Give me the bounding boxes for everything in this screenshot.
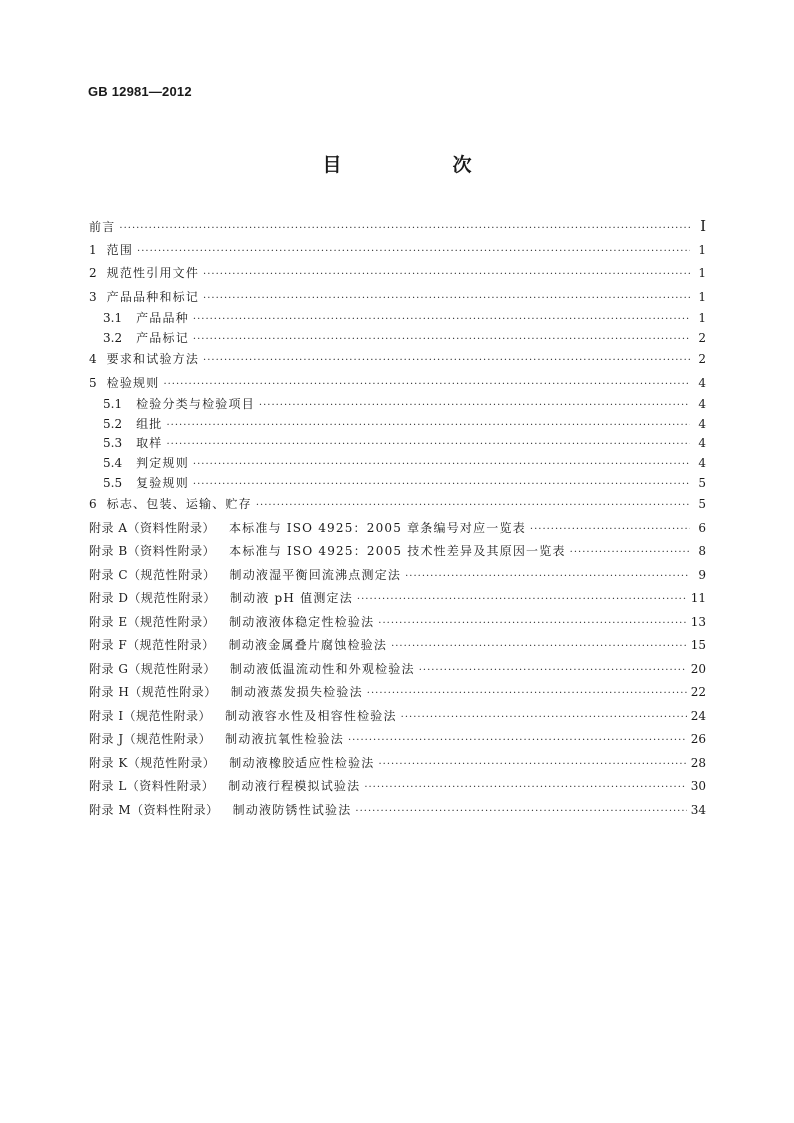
toc-page-number[interactable]: 34 — [690, 802, 706, 817]
toc-page-number[interactable]: 5 — [698, 475, 706, 490]
toc-entry-label[interactable]: 制动液低温流动性和外观检验法 — [229, 661, 415, 676]
toc-appendix-number: 附录 H（规范性附录） — [89, 685, 217, 700]
toc-entry-label[interactable]: 判定规则 — [136, 455, 189, 470]
toc-entry[interactable] — [89, 348, 706, 372]
toc-entry-number: 5.4 — [103, 455, 123, 470]
toc-page-number[interactable]: 9 — [698, 567, 706, 582]
toc-entry[interactable] — [89, 474, 706, 494]
toc-entry[interactable] — [89, 395, 706, 415]
toc-page-number[interactable]: 1 — [698, 289, 706, 304]
toc-entry-label[interactable]: 要求和试验方法 — [106, 352, 200, 367]
toc-appendix-number: 附录 D（规范性附录） — [89, 591, 216, 606]
toc-page-number[interactable]: 2 — [698, 330, 706, 345]
toc-entry[interactable] — [89, 372, 706, 396]
toc-leader-dots — [367, 682, 687, 706]
toc-entry[interactable] — [89, 540, 706, 564]
toc-entry[interactable] — [89, 705, 706, 729]
toc-entry-number: 5.1 — [103, 397, 123, 412]
toc-entry[interactable] — [89, 681, 706, 705]
toc-entry-label[interactable]: 产品品种和标记 — [106, 289, 200, 304]
toc-page-number[interactable]: 15 — [690, 638, 706, 653]
toc-entry-number: 3 — [89, 289, 97, 304]
toc-page-number[interactable]: 4 — [698, 455, 706, 470]
table-of-contents — [89, 215, 706, 822]
toc-page-number[interactable]: I — [700, 217, 706, 235]
toc-leader-dots — [167, 435, 691, 455]
toc-entry-number: 3.2 — [103, 330, 123, 345]
toc-leader-dots — [378, 612, 686, 636]
toc-page-number[interactable]: 11 — [690, 591, 706, 606]
toc-appendix-number: 附录 K（规范性附录） — [89, 755, 216, 770]
toc-entry-number: 3.1 — [103, 311, 123, 325]
toc-appendix-number: 附录 G（规范性附录） — [89, 661, 216, 676]
toc-page-number[interactable]: 28 — [690, 755, 706, 770]
toc-leader-dots — [391, 635, 687, 659]
toc-page-number[interactable]: 6 — [698, 520, 706, 535]
toc-entry-label[interactable]: 制动液金属叠片腐蚀检验法 — [228, 638, 388, 653]
toc-leader-dots — [378, 753, 686, 777]
toc-entry-label[interactable]: 制动液防锈性试验法 — [232, 802, 352, 817]
toc-entry[interactable] — [89, 587, 706, 611]
toc-appendix-number: 附录 F（规范性附录） — [89, 638, 215, 653]
toc-appendix-number: 附录 E（规范性附录） — [89, 614, 216, 629]
toc-page-number[interactable]: 26 — [690, 732, 706, 747]
toc-leader-dots — [401, 706, 687, 730]
toc-entry-label[interactable]: 制动液抗氧性检验法 — [225, 732, 344, 747]
toc-page-number[interactable]: 22 — [690, 685, 706, 700]
toc-entry[interactable] — [89, 634, 706, 658]
toc-leader-dots — [193, 330, 690, 350]
toc-entry[interactable] — [89, 517, 706, 541]
toc-appendix-number: 附录 C（规范性附录） — [89, 567, 216, 582]
toc-leader-dots — [364, 776, 686, 800]
toc-page-number[interactable]: 1 — [698, 266, 706, 280]
toc-leader-dots — [193, 455, 690, 475]
document-code: GB 12981—2012 — [88, 84, 192, 99]
toc-entry-label[interactable]: 制动液橡胶适应性检验法 — [229, 755, 375, 770]
toc-page-number[interactable]: 1 — [698, 242, 706, 257]
toc-entry-label[interactable]: 产品品种 — [136, 311, 189, 325]
toc-entry-label[interactable]: 制动液液体稳定性检验法 — [229, 614, 375, 629]
toc-entry-number: 6 — [89, 497, 97, 512]
toc-leader-dots — [137, 240, 690, 264]
toc-entry-label[interactable]: 制动液蒸发损失检验法 — [230, 685, 363, 700]
toc-entry-label[interactable]: 范围 — [106, 242, 134, 257]
toc-entry[interactable] — [89, 799, 706, 823]
toc-entry[interactable] — [89, 286, 706, 310]
toc-entry[interactable] — [89, 329, 706, 349]
toc-entry-label[interactable]: 制动液湿平衡回流沸点测定法 — [229, 567, 402, 582]
toc-leader-dots — [163, 373, 690, 397]
toc-page-number[interactable]: 4 — [698, 397, 706, 412]
toc-entry[interactable] — [89, 239, 706, 263]
toc-entry[interactable] — [89, 752, 706, 776]
toc-leader-dots — [203, 287, 690, 311]
toc-entry-label[interactable]: 标志、包装、运输、贮存 — [106, 497, 252, 512]
toc-entry-label[interactable]: 复验规则 — [136, 475, 189, 490]
toc-leader-dots — [259, 396, 690, 416]
toc-entry-number: 5.3 — [103, 436, 123, 451]
toc-appendix-number: 附录 B（资料性附录） — [89, 544, 216, 559]
toc-entry-label[interactable]: 组批 — [136, 416, 163, 431]
toc-entry-number: 2 — [89, 266, 97, 280]
toc-entry[interactable] — [89, 309, 706, 329]
toc-entry-label[interactable]: 制动液 pH 值测定法 — [229, 591, 353, 606]
toc-page-number[interactable]: 24 — [690, 708, 706, 723]
toc-entry[interactable] — [89, 775, 706, 799]
toc-entry[interactable] — [89, 493, 706, 517]
toc-entry-number: 1 — [89, 242, 97, 257]
toc-page-number[interactable]: 1 — [698, 311, 706, 325]
toc-page-number[interactable]: 20 — [690, 661, 706, 676]
toc-leader-dots — [119, 217, 690, 241]
toc-entry-label[interactable]: 本标准与 ISO 4925：2005 技术性差异及其原因一览表 — [229, 544, 566, 559]
toc-entry-number: 5 — [89, 375, 97, 390]
toc-entry-label[interactable]: 取样 — [136, 436, 163, 451]
toc-leader-dots — [256, 494, 690, 518]
toc-leader-dots — [570, 541, 690, 565]
toc-page-number[interactable]: 5 — [698, 497, 706, 512]
toc-appendix-number: 附录 M（资料性附录） — [89, 802, 219, 817]
toc-entry[interactable] — [89, 454, 706, 474]
toc-page-number[interactable]: 8 — [698, 544, 706, 559]
toc-leader-dots — [348, 729, 687, 753]
toc-entry[interactable] — [89, 611, 706, 635]
toc-entry-label[interactable]: 产品标记 — [136, 330, 189, 345]
toc-entry-label[interactable]: 制动液行程模拟试验法 — [228, 779, 361, 794]
toc-entry[interactable] — [89, 728, 706, 752]
toc-leader-dots — [167, 416, 691, 436]
toc-leader-dots — [203, 349, 690, 373]
toc-entry-number: 4 — [89, 352, 97, 367]
toc-entry-number: 5.5 — [103, 475, 123, 490]
toc-entry-label[interactable]: 规范性引用文件 — [106, 266, 200, 280]
toc-appendix-number: 附录 I（规范性附录） — [89, 708, 212, 723]
toc-leader-dots — [405, 565, 690, 589]
toc-entry-number: 5.2 — [103, 416, 123, 431]
toc-entry[interactable] — [89, 262, 706, 286]
toc-entry-label[interactable]: 本标准与 ISO 4925：2005 章条编号对应一览表 — [228, 520, 526, 535]
toc-title: 目 次 — [322, 154, 518, 176]
toc-appendix-number: 附录 A（资料性附录） — [89, 520, 215, 535]
toc-entry-label[interactable]: 检验分类与检验项目 — [136, 397, 255, 412]
toc-page-number[interactable]: 4 — [698, 436, 706, 451]
toc-page-number[interactable]: 2 — [698, 352, 706, 367]
toc-page-number[interactable]: 4 — [698, 375, 706, 390]
toc-leader-dots — [203, 263, 690, 287]
toc-leader-dots — [357, 588, 687, 612]
toc-leader-dots — [193, 475, 690, 495]
toc-entry-label[interactable]: 前言 — [89, 220, 116, 234]
toc-leader-dots — [355, 800, 686, 824]
toc-appendix-number: 附录 J（规范性附录） — [89, 732, 212, 747]
toc-entry[interactable] — [89, 564, 706, 588]
toc-leader-dots — [193, 310, 690, 330]
toc-page-number[interactable]: 4 — [698, 416, 706, 431]
toc-entry[interactable] — [89, 415, 706, 435]
toc-entry-label[interactable]: 制动液容水性及相容性检验法 — [225, 708, 397, 723]
toc-appendix-number: 附录 L（资料性附录） — [89, 779, 215, 794]
toc-page-number[interactable]: 13 — [690, 614, 706, 629]
toc-entry[interactable] — [89, 658, 706, 682]
toc-entry-label[interactable]: 检验规则 — [106, 375, 160, 390]
toc-entry[interactable] — [89, 434, 706, 454]
toc-leader-dots — [530, 518, 690, 542]
toc-leader-dots — [419, 659, 687, 683]
toc-page-number[interactable]: 30 — [690, 779, 706, 794]
toc-entry[interactable] — [89, 215, 706, 239]
